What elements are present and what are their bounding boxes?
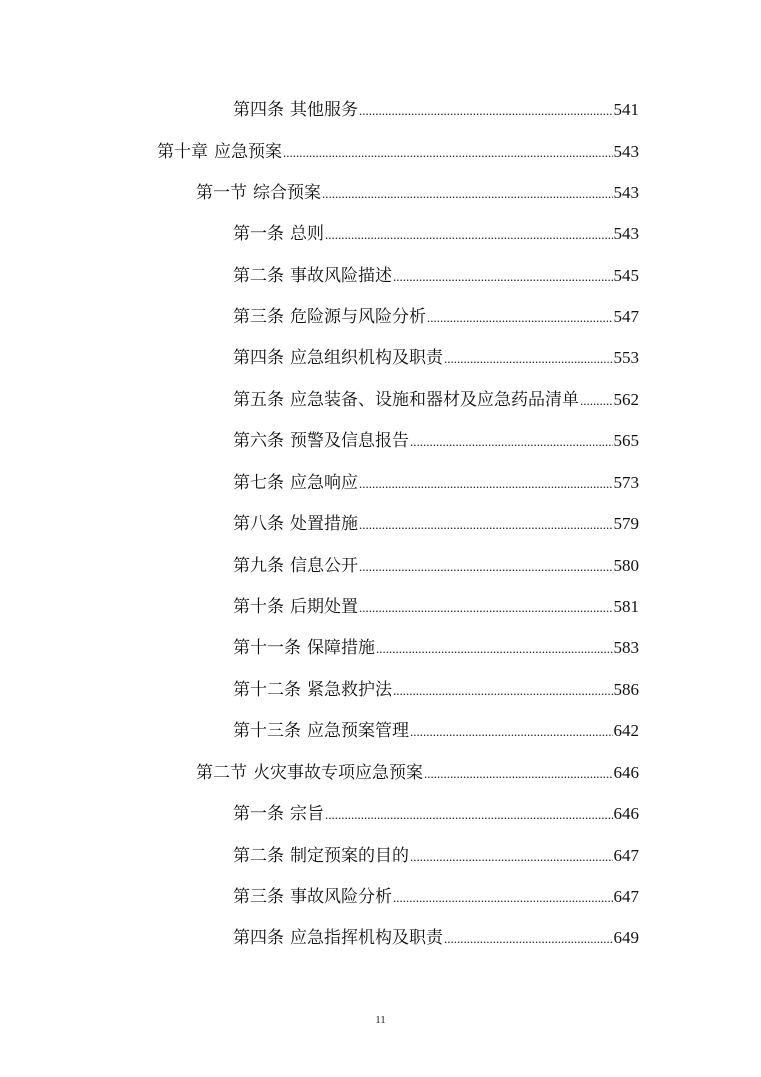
toc-entry[interactable] <box>233 387 639 413</box>
toc-entry-number: 第十二条 <box>233 680 301 700</box>
toc-entry-number: 第七条 <box>233 473 284 493</box>
toc-entry-title: 危险源与风险分析 <box>290 307 426 327</box>
dot-leader <box>359 471 613 497</box>
toc-entry-page: 541 <box>613 100 639 119</box>
toc-entry[interactable] <box>233 221 639 247</box>
dot-leader <box>325 222 613 248</box>
toc-entry[interactable] <box>233 718 639 744</box>
dot-leader <box>410 429 613 455</box>
dot-leader <box>444 926 613 952</box>
toc-entry[interactable] <box>233 263 639 289</box>
dot-leader <box>322 181 613 207</box>
dot-leader <box>325 802 613 828</box>
toc-entry-page: 646 <box>613 804 639 823</box>
dot-leader <box>359 595 613 621</box>
dot-leader <box>359 512 613 538</box>
toc-entry[interactable] <box>233 511 639 537</box>
toc-entry[interactable] <box>233 843 639 869</box>
toc-entry-title: 应急组织机构及职责 <box>290 348 443 368</box>
toc-entry[interactable] <box>233 677 639 703</box>
toc-entry-title: 总则 <box>290 224 324 244</box>
toc-entry-page: 543 <box>613 224 639 243</box>
dot-leader <box>580 388 613 414</box>
toc-entry-page: 581 <box>613 597 639 616</box>
toc-entry[interactable] <box>233 801 639 827</box>
toc-entry-number: 第五条 <box>233 390 284 410</box>
toc-entry[interactable] <box>233 470 639 496</box>
toc-entry[interactable] <box>233 428 639 454</box>
toc-entry-title: 紧急救护法 <box>307 680 392 700</box>
toc-entry-title: 综合预案 <box>253 183 321 203</box>
toc-entry-title: 应急预案 <box>214 142 282 162</box>
toc-entry-number: 第十一条 <box>233 638 301 658</box>
toc-entry-number: 第六条 <box>233 431 284 451</box>
toc-entry[interactable] <box>157 139 639 165</box>
toc-entry-title: 处置措施 <box>290 514 358 534</box>
toc-entry-page: 545 <box>613 266 639 285</box>
toc-entry[interactable] <box>233 345 639 371</box>
toc-entry-page: 573 <box>613 473 639 492</box>
toc-entry-page: 586 <box>613 680 639 699</box>
toc-entry-title: 制定预案的目的 <box>290 846 409 866</box>
toc-entry-number: 第二条 <box>233 846 284 866</box>
toc-entry-page: 543 <box>613 183 639 202</box>
dot-leader <box>393 885 613 911</box>
toc-entry-page: 646 <box>613 763 639 782</box>
dot-leader <box>424 761 613 787</box>
dot-leader <box>359 554 613 580</box>
toc-entry-number: 第一条 <box>233 224 284 244</box>
toc-entry-title: 其他服务 <box>290 100 358 120</box>
dot-leader <box>359 98 613 124</box>
toc-entry-number: 第十三条 <box>233 721 301 741</box>
toc-entry-title: 预警及信息报告 <box>290 431 409 451</box>
toc-entry-title: 火灾事故专项应急预案 <box>253 763 423 783</box>
toc-entry-page: 647 <box>613 846 639 865</box>
page-number: 11 <box>375 1014 386 1026</box>
toc-entry-page: 649 <box>613 928 639 947</box>
toc-entry-title: 应急指挥机构及职责 <box>290 928 443 948</box>
toc-entry-number: 第十条 <box>233 597 284 617</box>
dot-leader <box>410 719 613 745</box>
toc-entry-title: 信息公开 <box>290 556 358 576</box>
toc-entry-number: 第一节 <box>196 183 247 203</box>
toc-entry-page: 553 <box>613 348 639 367</box>
toc-entry-title: 应急响应 <box>290 473 358 493</box>
toc-entry-number: 第三条 <box>233 887 284 907</box>
toc-entry[interactable] <box>233 553 639 579</box>
toc-entry-number: 第四条 <box>233 928 284 948</box>
toc-entry[interactable] <box>196 760 639 786</box>
toc-entry-number: 第一条 <box>233 804 284 824</box>
toc-entry[interactable] <box>233 97 639 123</box>
toc-entry-number: 第十章 <box>157 142 208 162</box>
toc-entry-number: 第二条 <box>233 266 284 286</box>
toc-entry-number: 第三条 <box>233 307 284 327</box>
toc-entry-page: 642 <box>613 721 639 740</box>
toc-entry-page: 565 <box>613 431 639 450</box>
toc-entry-page: 562 <box>613 390 639 409</box>
dot-leader <box>444 346 613 372</box>
dot-leader <box>393 678 613 704</box>
dot-leader <box>283 140 613 166</box>
toc-entry-page: 583 <box>613 638 639 657</box>
toc-entry[interactable] <box>233 635 639 661</box>
toc-entry[interactable] <box>233 884 639 910</box>
dot-leader <box>393 264 613 290</box>
toc-entry-number: 第四条 <box>233 100 284 120</box>
toc-entry-number: 第四条 <box>233 348 284 368</box>
toc-entry-title: 应急预案管理 <box>307 721 409 741</box>
toc-entry-title: 保障措施 <box>307 638 375 658</box>
toc-entry[interactable] <box>196 180 639 206</box>
toc-entry-number: 第八条 <box>233 514 284 534</box>
toc-entry[interactable] <box>233 304 639 330</box>
toc-entry-page: 547 <box>613 307 639 326</box>
toc-entry-number: 第九条 <box>233 556 284 576</box>
toc-entry-title: 事故风险描述 <box>290 266 392 286</box>
toc-entry-title: 应急装备、设施和器材及应急药品清单 <box>290 390 579 410</box>
dot-leader <box>410 844 613 870</box>
toc-entry-page: 543 <box>613 142 639 161</box>
toc-entry-title: 事故风险分析 <box>290 887 392 907</box>
toc-entry[interactable] <box>233 925 639 951</box>
toc-entry-title: 后期处置 <box>290 597 358 617</box>
dot-leader <box>376 636 613 662</box>
dot-leader <box>427 305 613 331</box>
toc-entry-page: 580 <box>613 556 639 575</box>
toc-entry[interactable] <box>233 594 639 620</box>
toc-entry-page: 579 <box>613 514 639 533</box>
toc-entry-number: 第二节 <box>196 763 247 783</box>
toc-entry-title: 宗旨 <box>290 804 324 824</box>
toc-entry-page: 647 <box>613 887 639 906</box>
